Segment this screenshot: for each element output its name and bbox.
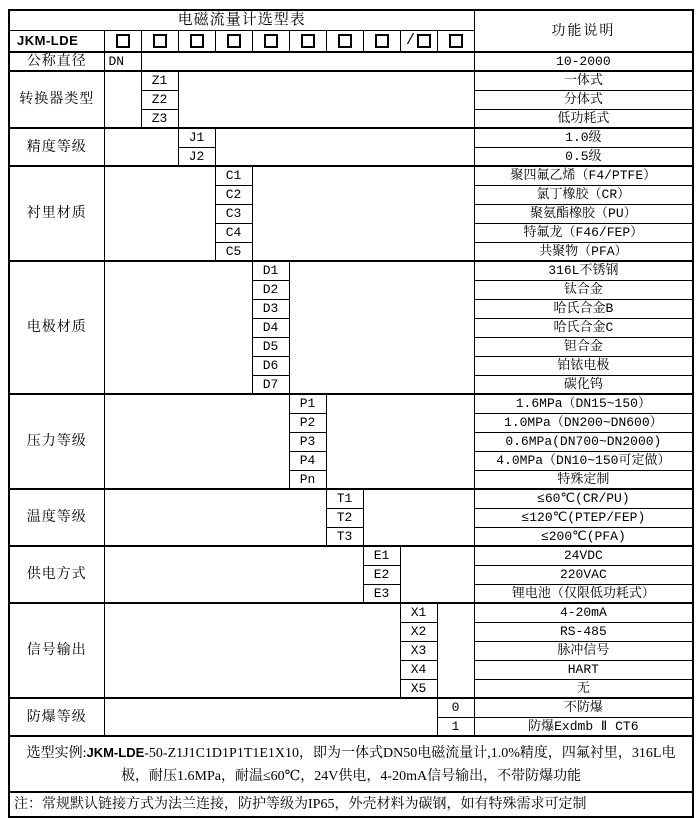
code-cell-D1: D1 <box>252 261 289 280</box>
blank-cell <box>104 128 178 166</box>
code-cell-C5: C5 <box>215 242 252 261</box>
checkbox-icon <box>449 34 463 48</box>
group-label-lining-material: 衬里材质 <box>9 166 104 261</box>
desc-cell-T2: ≤120℃(PTEP/FEP) <box>474 508 693 527</box>
group-label-signal-output: 信号输出 <box>9 603 104 698</box>
code-cell-0: 0 <box>437 698 474 717</box>
desc-cell-J1: 1.0级 <box>474 128 693 147</box>
desc-cell-J2: 0.5级 <box>474 147 693 166</box>
blank-cell <box>437 603 474 698</box>
desc-cell-X4: HART <box>474 660 693 679</box>
blank-cell <box>178 71 474 128</box>
checkbox-icon <box>264 34 278 48</box>
desc-cell-T1: ≤60℃(CR/PU) <box>474 489 693 508</box>
checkbox-icon <box>375 34 389 48</box>
desc-cell-E3: 锂电池（仅限低功耗式） <box>474 584 693 603</box>
desc-cell-D4: 哈氏合金C <box>474 318 693 337</box>
desc-cell-E1: 24VDC <box>474 546 693 565</box>
code-cell-X2: X2 <box>400 622 437 641</box>
code-cell-C3: C3 <box>215 204 252 223</box>
blank-cell <box>104 394 289 489</box>
blank-cell <box>215 128 474 166</box>
code-cell-DN: DN <box>104 52 141 71</box>
blank-cell <box>104 166 215 261</box>
desc-cell-D6: 铂铱电极 <box>474 356 693 375</box>
code-cell-Z3: Z3 <box>141 109 178 128</box>
model-checkbox-cell-7[interactable] <box>326 30 363 52</box>
desc-cell-E2: 220VAC <box>474 565 693 584</box>
code-cell-D6: D6 <box>252 356 289 375</box>
checkbox-icon <box>301 34 315 48</box>
desc-cell-P4: 4.0MPa（DN10~150可定做） <box>474 451 693 470</box>
group-label-temperature: 温度等级 <box>9 489 104 546</box>
desc-cell-X1: 4-20mA <box>474 603 693 622</box>
desc-cell-D2: 钛合金 <box>474 280 693 299</box>
checkbox-icon <box>338 34 352 48</box>
blank-cell <box>141 52 474 71</box>
desc-cell-P1: 1.6MPa（DN15~150） <box>474 394 693 413</box>
model-checkbox-cell-2[interactable] <box>141 30 178 52</box>
code-cell-D3: D3 <box>252 299 289 318</box>
example-model: JKM-LDE <box>86 744 145 760</box>
selection-example <box>9 736 693 792</box>
code-cell-D7: D7 <box>252 375 289 394</box>
group-label-converter-type: 转换器类型 <box>9 71 104 128</box>
code-cell-X1: X1 <box>400 603 437 622</box>
model-checkbox-cell-10[interactable] <box>437 30 474 52</box>
code-cell-P1: P1 <box>289 394 326 413</box>
code-cell-T2: T2 <box>326 508 363 527</box>
desc-cell-D7: 碳化钨 <box>474 375 693 394</box>
example-text: -50-Z1J1C1D1P1T1E1X10，即为一体式DN50电磁流量计,1.0%精度，四氟衬里，316L电极，耐压1.6MPa，耐温≤60℃，24V供电，4-20mA信号输出，不带防爆功能 <box>121 745 676 784</box>
code-cell-C4: C4 <box>215 223 252 242</box>
desc-cell-C1: 聚四氟乙烯（F4/PTFE） <box>474 166 693 185</box>
code-cell-Z2: Z2 <box>141 90 178 109</box>
code-cell-D5: D5 <box>252 337 289 356</box>
code-cell-E2: E2 <box>363 565 400 584</box>
blank-cell <box>289 261 474 394</box>
model-checkbox-cell-3[interactable] <box>178 30 215 52</box>
code-cell-X4: X4 <box>400 660 437 679</box>
blank-cell <box>363 489 474 546</box>
desc-cell-Pn: 特殊定制 <box>474 470 693 489</box>
blank-cell <box>104 546 363 603</box>
group-label-power-supply: 供电方式 <box>9 546 104 603</box>
code-cell-E1: E1 <box>363 546 400 565</box>
blank-cell <box>400 546 474 603</box>
code-cell-T1: T1 <box>326 489 363 508</box>
model-checkbox-cell-6[interactable] <box>289 30 326 52</box>
desc-cell-X3: 脉冲信号 <box>474 641 693 660</box>
desc-cell-D3: 哈氏合金B <box>474 299 693 318</box>
blank-cell <box>104 489 326 546</box>
group-label-explosion-proof: 防爆等级 <box>9 698 104 736</box>
desc-cell-Z3: 低功耗式 <box>474 109 693 128</box>
checkbox-icon <box>116 34 130 48</box>
desc-cell-T3: ≤200℃(PFA) <box>474 527 693 546</box>
checkbox-icon <box>417 34 431 48</box>
blank-cell <box>104 261 252 394</box>
desc-cell-0: 不防爆 <box>474 698 693 717</box>
desc-cell-C5: 共聚物（PFA） <box>474 242 693 261</box>
group-label-pressure: 压力等级 <box>9 394 104 489</box>
example-prefix: 选型实例: <box>26 745 87 761</box>
checkbox-icon <box>153 34 167 48</box>
blank-cell <box>252 166 474 261</box>
code-cell-X3: X3 <box>400 641 437 660</box>
code-cell-C2: C2 <box>215 185 252 204</box>
desc-cell-Z2: 分体式 <box>474 90 693 109</box>
model-checkbox-cell-1[interactable] <box>104 30 141 52</box>
blank-cell <box>104 698 437 736</box>
code-cell-J1: J1 <box>178 128 215 147</box>
desc-cell-DN: 10-2000 <box>474 52 693 71</box>
desc-cell-Z1: 一体式 <box>474 71 693 90</box>
blank-cell <box>104 603 400 698</box>
desc-cell-X5: 无 <box>474 679 693 698</box>
code-cell-Z1: Z1 <box>141 71 178 90</box>
group-label-electrode-material: 电极材质 <box>9 261 104 394</box>
blank-cell <box>326 394 474 489</box>
code-cell-T3: T3 <box>326 527 363 546</box>
group-label-accuracy: 精度等级 <box>9 128 104 166</box>
code-cell-D2: D2 <box>252 280 289 299</box>
blank-cell <box>104 71 141 128</box>
code-cell-J2: J2 <box>178 147 215 166</box>
desc-cell-D5: 钽合金 <box>474 337 693 356</box>
code-cell-P4: P4 <box>289 451 326 470</box>
group-label-diameter: 公称直径 <box>9 52 104 71</box>
desc-cell-P3: 0.6MPa(DN700~DN2000) <box>474 432 693 451</box>
flowmeter-selection-table <box>8 9 694 818</box>
code-cell-P3: P3 <box>289 432 326 451</box>
code-cell-Pn: Pn <box>289 470 326 489</box>
desc-cell-1: 防爆Exdmb Ⅱ CT6 <box>474 717 693 736</box>
desc-cell-C3: 聚氨酯橡胶（PU） <box>474 204 693 223</box>
code-cell-E3: E3 <box>363 584 400 603</box>
desc-cell-C2: 氯丁橡胶（CR） <box>474 185 693 204</box>
checkbox-icon <box>227 34 241 48</box>
code-cell-P2: P2 <box>289 413 326 432</box>
model-prefix: JKM-LDE <box>9 30 104 52</box>
footer-note: 注：常规默认链接方式为法兰连接，防护等级为IP65，外壳材料为碳钢，如有特殊需求可定制 <box>9 792 693 817</box>
model-checkbox-cell-9[interactable] <box>400 30 437 52</box>
function-column-header: 功能说明 <box>474 10 693 52</box>
desc-cell-P2: 1.0MPa（DN200~DN600） <box>474 413 693 432</box>
slash-separator: / <box>405 32 415 50</box>
table-title: 电磁流量计选型表 <box>9 10 474 30</box>
desc-cell-D1: 316L不锈钢 <box>474 261 693 280</box>
code-cell-D4: D4 <box>252 318 289 337</box>
code-cell-C1: C1 <box>215 166 252 185</box>
code-cell-1: 1 <box>437 717 474 736</box>
desc-cell-X2: RS-485 <box>474 622 693 641</box>
checkbox-icon <box>190 34 204 48</box>
model-checkbox-cell-5[interactable] <box>252 30 289 52</box>
desc-cell-C4: 特氟龙（F46/FEP） <box>474 223 693 242</box>
model-checkbox-cell-4[interactable] <box>215 30 252 52</box>
code-cell-X5: X5 <box>400 679 437 698</box>
model-checkbox-cell-8[interactable] <box>363 30 400 52</box>
